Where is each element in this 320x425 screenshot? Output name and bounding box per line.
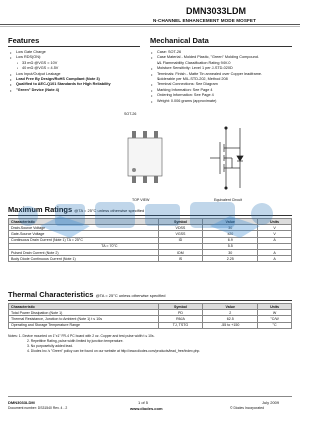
table-cell: °C/W <box>258 316 292 322</box>
equivalent-circuit-symbol <box>210 127 243 189</box>
footer-rule <box>8 396 292 397</box>
note-line: Notes: 1. Device mounted on 1"x1" FR-4 PC board with 2 oz. Copper and test pulse width t ≤ 10s. <box>8 334 155 338</box>
table-cell: IDM <box>158 249 203 255</box>
mechanical-item-cont: ▪ Solderable per MIL-STD-202, Method 208 <box>151 77 296 82</box>
equivalent-circuit-label: Equivalent Circuit <box>214 198 242 202</box>
feature-subitem: ▪ 40 mΩ @VGS = 4.5V <box>10 66 145 71</box>
sot26-top-view <box>128 131 162 183</box>
table-cell: V <box>258 231 292 237</box>
top-view-label: TOP VIEW <box>132 198 150 202</box>
feature-item: • "Green" Device (Note 4) <box>10 88 145 93</box>
table-cell: -55 to +150 <box>203 322 258 328</box>
table-cell: A <box>258 249 292 255</box>
note-line: 4. Diodes Inc.'s "Green" policy can be found on our website at http://www.diodes.com/products/lead_free/index.php. <box>27 349 201 353</box>
table-cell: V <box>258 225 292 231</box>
notes-block <box>8 334 292 354</box>
feature-item: • Low RDS(ON): <box>10 55 145 60</box>
table-cell: VGSS <box>158 231 203 237</box>
mechanical-item: • Weight: 0.006 grams (approximate) <box>151 99 296 104</box>
feature-item: • Low Input/Output Leakage <box>10 72 145 77</box>
package-diagram <box>118 118 293 198</box>
footer-page: 1 of 5 <box>138 400 149 405</box>
max-ratings-condition: @TA = 25°C unless otherwise specified <box>74 208 145 213</box>
header-rule <box>0 24 300 25</box>
note-line: 2. Repetitive Rating, pulse width limited by junction temperature. <box>27 339 124 343</box>
features-heading: Features <box>8 36 40 45</box>
mechanical-item: • Ordering Information: See Page 4 <box>151 93 296 98</box>
col-header: Value <box>203 304 258 310</box>
table-cell: TA = 70°C <box>9 243 159 249</box>
footer-copyright: © Diodes Incorporated <box>230 406 264 410</box>
footer-document-number: Document number: DS31540 Rev. 4 - 2 <box>8 406 68 410</box>
mechanical-item: • Moisture Sensitivity: Level 1 per J-STD-020D <box>151 66 296 71</box>
table-cell: RθJA <box>158 316 203 322</box>
mechanical-item: • Case Material - Molded Plastic, "Green" Molding Compound. <box>151 55 296 60</box>
features-list <box>10 50 145 93</box>
thermal-rule <box>8 300 292 301</box>
thermal-table <box>8 303 292 329</box>
max-ratings-table <box>8 218 292 262</box>
note-line: 3. No purposefully added lead. <box>27 344 73 348</box>
mechanical-item: • Case: SOT-26 <box>151 50 296 55</box>
table-cell: 30 <box>203 249 258 255</box>
feature-subitem: ▪ 33 mΩ @VGS = 10V <box>10 61 145 66</box>
part-number: DMN3033LDM <box>186 6 247 16</box>
col-header: Units <box>258 304 292 310</box>
table-cell: 2 <box>203 310 258 316</box>
table-cell: A <box>258 256 292 262</box>
table-cell: IS <box>158 256 203 262</box>
features-rule <box>8 46 140 47</box>
table-cell: ±20 <box>203 231 258 237</box>
header-rule-thin <box>0 26 300 27</box>
mechanical-item-cont: ▪ UL Flammability Classification Rating 94V-0 <box>151 61 296 66</box>
col-header: Symbol <box>158 219 203 225</box>
thermal-condition: @TA = 25°C unless otherwise specified <box>95 293 166 298</box>
table-cell: ID <box>158 237 203 243</box>
feature-item: • Lead Free By Design/RoHS Compliant (Note 3) <box>10 77 145 82</box>
document-subtitle: N-CHANNEL ENHANCEMENT MODE MOSFET <box>153 18 257 23</box>
table-cell: Pulsed Drain Current (Note 2) <box>9 249 159 255</box>
table-cell: 2.25 <box>203 256 258 262</box>
col-header: Value <box>203 219 258 225</box>
col-header: Units <box>258 219 292 225</box>
table-cell: PD <box>158 310 203 316</box>
table-row <box>9 256 292 262</box>
table-cell: TJ, TSTG <box>158 322 203 328</box>
col-header: Characteristic <box>9 219 159 225</box>
footer-website-link[interactable]: www.diodes.com <box>130 406 163 411</box>
feature-item: • Low Gate Charge <box>10 50 145 55</box>
table-cell: °C <box>258 322 292 328</box>
col-header: Characteristic <box>9 304 159 310</box>
package-label: SOT-26 <box>124 112 137 116</box>
table-cell: 6.9 <box>203 237 258 243</box>
table-cell: VDSS <box>158 225 203 231</box>
mechanical-list <box>151 50 296 104</box>
table-cell: Operating and Storage Temperature Range <box>9 322 159 328</box>
table-cell: Thermal Resistance, Junction to Ambient (Note 1) t ≤ 10s <box>9 316 159 322</box>
mechanical-item: • Terminals: Finish - Matte Tin annealed over Copper leadframe. <box>151 72 296 77</box>
table-cell: A <box>258 237 292 243</box>
mechanical-heading: Mechanical Data <box>150 36 209 45</box>
footer-part: DMN3033LDM <box>8 400 35 405</box>
col-header: Symbol <box>158 304 203 310</box>
table-cell: Total Power Dissipation (Note 1) <box>9 310 159 316</box>
table-cell: 5.5 <box>203 243 258 249</box>
footer-date: July 2009 <box>262 400 280 405</box>
table-cell: Gate-Source Voltage <box>9 231 159 237</box>
table-cell: 62.5 <box>203 316 258 322</box>
mechanical-item: • Marking Information: See Page 4 <box>151 88 296 93</box>
thermal-heading <box>8 290 166 299</box>
table-cell: W <box>258 310 292 316</box>
max-ratings-title: Maximum Ratings <box>8 205 73 214</box>
mechanical-rule <box>150 46 292 47</box>
table-cell: 30 <box>203 225 258 231</box>
max-ratings-heading <box>8 205 144 214</box>
table-cell: Drain-Source Voltage <box>9 225 159 231</box>
mechanical-item: • Terminal Connections: See Diagram <box>151 82 296 87</box>
feature-item: • Qualified to AEC-Q101 Standards for High Reliability <box>10 82 145 87</box>
table-cell: Continuous Drain Current (Note 1) TA = 25°C <box>9 237 159 243</box>
max-ratings-rule <box>8 215 292 216</box>
table-cell: Body Diode Continuous Current (Note 1) <box>9 256 159 262</box>
table-row <box>9 322 292 328</box>
thermal-title: Thermal Characteristics <box>8 290 94 299</box>
